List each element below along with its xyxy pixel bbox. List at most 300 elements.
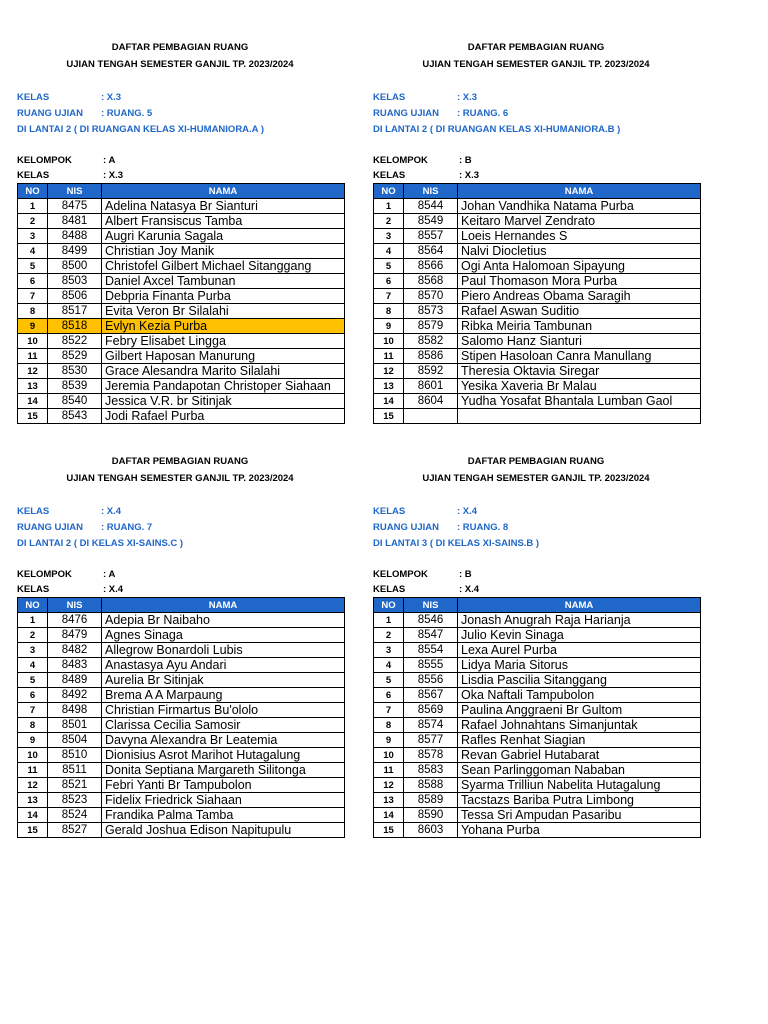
cell-nama: Lexa Aurel Purba xyxy=(458,643,701,658)
room-info xyxy=(17,504,347,552)
header-nis: NIS xyxy=(48,598,102,613)
cell-nama: Albert Fransiscus Tamba xyxy=(102,214,345,229)
cell-nama: Christian Joy Manik xyxy=(102,244,345,259)
table-row xyxy=(18,364,345,379)
cell-nis: 8476 xyxy=(48,613,102,628)
cell-nama: Donita Septiana Margareth Silitonga xyxy=(102,763,345,778)
cell-no: 14 xyxy=(18,394,48,409)
cell-nama: Tessa Sri Ampudan Pasaribu xyxy=(458,808,701,823)
lantai-text: DI LANTAI 2 ( DI RUANGAN KELAS XI-HUMANIORA.A ) xyxy=(17,124,264,135)
cell-no: 11 xyxy=(18,349,48,364)
block-title: DAFTAR PEMBAGIAN RUANG xyxy=(467,42,605,53)
cell-no: 13 xyxy=(374,793,404,808)
cell-nis: 8501 xyxy=(48,718,102,733)
table-row xyxy=(18,289,345,304)
kelompok-row xyxy=(17,567,347,582)
kelas-value: : X.3 xyxy=(103,170,124,181)
cell-nama: Rafael Aswan Suditio xyxy=(458,304,701,319)
cell-nama: Rafles Renhat Siagian xyxy=(458,733,701,748)
block-subtitle: UJIAN TENGAH SEMESTER GANJIL TP. 2023/2024 xyxy=(66,59,294,70)
kelas-value: : X.4 xyxy=(101,506,122,517)
cell-nis: 8518 xyxy=(48,319,102,334)
cell-nis: 8570 xyxy=(404,289,458,304)
cell-no: 6 xyxy=(18,274,48,289)
cell-nis: 8527 xyxy=(48,823,102,838)
header-nama: NAMA xyxy=(458,184,701,199)
cell-no: 7 xyxy=(374,703,404,718)
cell-no: 12 xyxy=(374,364,404,379)
cell-nis: 8592 xyxy=(404,364,458,379)
kelas-row xyxy=(373,90,703,106)
cell-nis xyxy=(404,409,458,424)
kelas-label: KELAS xyxy=(17,92,50,103)
cell-nama: Frandika Palma Tamba xyxy=(102,808,345,823)
cell-nis: 8573 xyxy=(404,304,458,319)
header-nis: NIS xyxy=(48,184,102,199)
table-row xyxy=(374,643,701,658)
lantai-row xyxy=(17,122,347,138)
cell-no: 14 xyxy=(374,394,404,409)
cell-no: 10 xyxy=(18,334,48,349)
cell-nama: Piero Andreas Obama Saragih xyxy=(458,289,701,304)
cell-no: 15 xyxy=(18,823,48,838)
cell-nama: Gilbert Haposan Manurung xyxy=(102,349,345,364)
cell-nama: Johan Vandhika Natama Purba xyxy=(458,199,701,214)
cell-nama: Oka Naftali Tampubolon xyxy=(458,688,701,703)
kelompok-label: KELOMPOK xyxy=(373,155,428,166)
cell-nis: 8492 xyxy=(48,688,102,703)
table-row xyxy=(18,259,345,274)
cell-nis: 8556 xyxy=(404,673,458,688)
ruang-row xyxy=(17,520,347,536)
table-row xyxy=(18,673,345,688)
header-no: NO xyxy=(18,598,48,613)
cell-no: 15 xyxy=(18,409,48,424)
cell-nis: 8479 xyxy=(48,628,102,643)
cell-no: 5 xyxy=(374,259,404,274)
group-info xyxy=(17,567,347,597)
cell-no: 10 xyxy=(374,334,404,349)
cell-no: 3 xyxy=(18,643,48,658)
cell-nama: Gerald Joshua Edison Napitupulu xyxy=(102,823,345,838)
cell-nis: 8604 xyxy=(404,394,458,409)
kelas-label: KELAS xyxy=(17,506,50,517)
table-row xyxy=(374,364,701,379)
cell-no: 1 xyxy=(374,613,404,628)
table-row xyxy=(18,613,345,628)
cell-nis: 8522 xyxy=(48,334,102,349)
kelompok-label: KELOMPOK xyxy=(17,155,72,166)
cell-no: 1 xyxy=(374,199,404,214)
cell-nama: Clarissa Cecilia Samosir xyxy=(102,718,345,733)
cell-nama: Fidelix Friedrick Siahaan xyxy=(102,793,345,808)
cell-nis: 8524 xyxy=(48,808,102,823)
cell-nama: Rafael Johnahtans Simanjuntak xyxy=(458,718,701,733)
cell-no: 14 xyxy=(18,808,48,823)
cell-nis: 8488 xyxy=(48,229,102,244)
table-row xyxy=(18,214,345,229)
table-row xyxy=(374,688,701,703)
cell-no: 6 xyxy=(374,688,404,703)
block-subtitle: UJIAN TENGAH SEMESTER GANJIL TP. 2023/2024 xyxy=(66,473,294,484)
cell-no: 9 xyxy=(18,319,48,334)
cell-nama: Augri Karunia Sagala xyxy=(102,229,345,244)
table-row xyxy=(374,394,701,409)
kelas-value: : X.4 xyxy=(457,506,478,517)
cell-nama: Yesika Xaveria Br Malau xyxy=(458,379,701,394)
cell-nis: 8586 xyxy=(404,349,458,364)
kelas-row xyxy=(17,582,347,597)
table-row xyxy=(374,703,701,718)
table-row xyxy=(18,703,345,718)
table-row xyxy=(374,244,701,259)
cell-nis: 8577 xyxy=(404,733,458,748)
table-row xyxy=(18,718,345,733)
cell-nama: Jodi Rafael Purba xyxy=(102,409,345,424)
cell-nama: Adelina Natasya Br Sianturi xyxy=(102,199,345,214)
cell-nis: 8489 xyxy=(48,673,102,688)
table-row xyxy=(374,613,701,628)
room-block xyxy=(373,40,703,424)
cell-nis: 8546 xyxy=(404,613,458,628)
cell-nis: 8579 xyxy=(404,319,458,334)
table-row xyxy=(374,199,701,214)
kelompok-row xyxy=(373,153,703,168)
cell-no: 8 xyxy=(374,304,404,319)
cell-no: 8 xyxy=(18,304,48,319)
cell-nama: Yudha Yosafat Bhantala Lumban Gaol xyxy=(458,394,701,409)
table-row xyxy=(374,793,701,808)
table-row xyxy=(18,628,345,643)
kelompok-value: : A xyxy=(103,155,116,166)
cell-no: 7 xyxy=(18,289,48,304)
cell-nis: 8544 xyxy=(404,199,458,214)
cell-no: 4 xyxy=(18,244,48,259)
kelompok-row xyxy=(17,153,347,168)
cell-nis: 8583 xyxy=(404,763,458,778)
cell-nis: 8554 xyxy=(404,643,458,658)
kelas-row xyxy=(17,90,347,106)
cell-no: 7 xyxy=(374,289,404,304)
kelas-row xyxy=(373,168,703,183)
table-row xyxy=(18,643,345,658)
cell-no: 12 xyxy=(18,364,48,379)
kelompok-value: : A xyxy=(103,569,116,580)
block-title: DAFTAR PEMBAGIAN RUANG xyxy=(111,456,249,467)
cell-nis: 8603 xyxy=(404,823,458,838)
cell-nis: 8506 xyxy=(48,289,102,304)
kelas-value: : X.4 xyxy=(459,584,480,595)
header-nis: NIS xyxy=(404,184,458,199)
ruang-label: RUANG UJIAN xyxy=(17,522,83,533)
cell-nama: Daniel Axcel Tambunan xyxy=(102,274,345,289)
table-row xyxy=(18,658,345,673)
cell-nama: Jonash Anugrah Raja Harianja xyxy=(458,613,701,628)
cell-no: 10 xyxy=(374,748,404,763)
cell-no: 11 xyxy=(374,349,404,364)
cell-nis: 8521 xyxy=(48,778,102,793)
kelompok-label: KELOMPOK xyxy=(373,569,428,580)
table-row xyxy=(18,274,345,289)
cell-no: 13 xyxy=(18,379,48,394)
table-row xyxy=(374,289,701,304)
table-row xyxy=(18,304,345,319)
cell-nama: Syarma Trilliun Nabelita Hutagalung xyxy=(458,778,701,793)
lantai-text: DI LANTAI 2 ( DI KELAS XI-SAINS.C ) xyxy=(17,538,184,549)
cell-nis: 8557 xyxy=(404,229,458,244)
cell-no: 10 xyxy=(18,748,48,763)
cell-nama: Brema A A Marpaung xyxy=(102,688,345,703)
table-row xyxy=(18,394,345,409)
header-nis: NIS xyxy=(404,598,458,613)
cell-nis: 8499 xyxy=(48,244,102,259)
table-row xyxy=(18,733,345,748)
kelas-value: : X.3 xyxy=(101,92,122,103)
room-info xyxy=(373,90,703,138)
cell-no: 5 xyxy=(374,673,404,688)
table-row xyxy=(374,319,701,334)
table-row xyxy=(374,259,701,274)
table-row xyxy=(18,199,345,214)
cell-no: 7 xyxy=(18,703,48,718)
cell-nama: Stipen Hasoloan Canra Manullang xyxy=(458,349,701,364)
cell-no: 1 xyxy=(18,613,48,628)
cell-no: 8 xyxy=(18,718,48,733)
ruang-label: RUANG UJIAN xyxy=(373,108,439,119)
cell-nama: Keitaro Marvel Zendrato xyxy=(458,214,701,229)
cell-nis: 8569 xyxy=(404,703,458,718)
kelas-row xyxy=(17,168,347,183)
cell-nis: 8539 xyxy=(48,379,102,394)
table-row xyxy=(374,274,701,289)
cell-nis: 8475 xyxy=(48,199,102,214)
table-row xyxy=(374,673,701,688)
cell-no: 1 xyxy=(18,199,48,214)
cell-nama xyxy=(458,409,701,424)
cell-nama: Ribka Meiria Tambunan xyxy=(458,319,701,334)
cell-no: 9 xyxy=(18,733,48,748)
group-info xyxy=(17,153,347,183)
ruang-row xyxy=(373,106,703,122)
table-row xyxy=(18,229,345,244)
cell-no: 13 xyxy=(374,379,404,394)
table-row xyxy=(18,688,345,703)
cell-nis: 8523 xyxy=(48,793,102,808)
cell-nama: Paul Thomason Mora Purba xyxy=(458,274,701,289)
cell-nis: 8483 xyxy=(48,658,102,673)
cell-nama: Davyna Alexandra Br Leatemia xyxy=(102,733,345,748)
cell-nama: Ogi Anta Halomoan Sipayung xyxy=(458,259,701,274)
cell-nis: 8481 xyxy=(48,214,102,229)
table-row xyxy=(18,349,345,364)
ruang-value: : RUANG. 7 xyxy=(101,522,153,533)
table-row xyxy=(374,658,701,673)
table-row xyxy=(374,733,701,748)
group-info xyxy=(373,153,703,183)
kelas-row xyxy=(17,504,347,520)
block-title: DAFTAR PEMBAGIAN RUANG xyxy=(467,456,605,467)
cell-nis: 8529 xyxy=(48,349,102,364)
kelas-label: KELAS xyxy=(17,170,50,181)
kelas-label: KELAS xyxy=(373,92,406,103)
lantai-row xyxy=(373,536,703,552)
cell-nis: 8590 xyxy=(404,808,458,823)
cell-nis: 8549 xyxy=(404,214,458,229)
header-no: NO xyxy=(374,184,404,199)
cell-no: 4 xyxy=(374,658,404,673)
table-row xyxy=(18,763,345,778)
ruang-row xyxy=(17,106,347,122)
table-row xyxy=(374,778,701,793)
room-info xyxy=(17,90,347,138)
cell-nama: Febry Elisabet Lingga xyxy=(102,334,345,349)
cell-nis: 8566 xyxy=(404,259,458,274)
cell-no: 11 xyxy=(18,763,48,778)
ruang-row xyxy=(373,520,703,536)
table-row xyxy=(18,778,345,793)
cell-nama: Loeis Hernandes S xyxy=(458,229,701,244)
cell-nama: Lidya Maria Sitorus xyxy=(458,658,701,673)
room-block xyxy=(373,454,703,838)
cell-nama: Tacstazs Bariba Putra Limbong xyxy=(458,793,701,808)
kelas-value: : X.3 xyxy=(457,92,478,103)
table-header-row xyxy=(374,598,701,613)
lantai-row xyxy=(17,536,347,552)
student-table xyxy=(373,183,701,424)
cell-no: 3 xyxy=(374,229,404,244)
table-row xyxy=(374,214,701,229)
table-row xyxy=(374,304,701,319)
lantai-text: DI LANTAI 3 ( DI KELAS XI-SAINS.B ) xyxy=(373,538,540,549)
table-header-row xyxy=(18,598,345,613)
cell-no: 14 xyxy=(374,808,404,823)
table-row xyxy=(18,409,345,424)
cell-nama: Lisdia Pascilia Sitanggang xyxy=(458,673,701,688)
cell-no: 12 xyxy=(18,778,48,793)
cell-nama: Dionisius Asrot Marihot Hutagalung xyxy=(102,748,345,763)
cell-nama: Sean Parlinggoman Nababan xyxy=(458,763,701,778)
cell-no: 3 xyxy=(18,229,48,244)
table-row xyxy=(18,808,345,823)
cell-nis: 8574 xyxy=(404,718,458,733)
kelas-label: KELAS xyxy=(373,584,406,595)
header-nama: NAMA xyxy=(458,598,701,613)
cell-no: 6 xyxy=(374,274,404,289)
cell-nama: Christofel Gilbert Michael Sitanggang xyxy=(102,259,345,274)
cell-nama: Evlyn Kezia Purba xyxy=(102,319,345,334)
cell-nama: Jeremia Pandapotan Christoper Siahaan xyxy=(102,379,345,394)
cell-nis: 8498 xyxy=(48,703,102,718)
kelas-label: KELAS xyxy=(373,170,406,181)
cell-no: 6 xyxy=(18,688,48,703)
cell-nis: 8564 xyxy=(404,244,458,259)
header-nama: NAMA xyxy=(102,598,345,613)
kelas-label: KELAS xyxy=(17,584,50,595)
cell-nama: Allegrow Bonardoli Lubis xyxy=(102,643,345,658)
kelompok-row xyxy=(373,567,703,582)
cell-nis: 8568 xyxy=(404,274,458,289)
cell-nis: 8517 xyxy=(48,304,102,319)
student-table xyxy=(373,597,701,838)
kelompok-value: : B xyxy=(459,569,472,580)
cell-nama: Evita Veron Br Silalahi xyxy=(102,304,345,319)
cell-no: 15 xyxy=(374,409,404,424)
cell-nama: Febri Yanti Br Tampubolon xyxy=(102,778,345,793)
cell-nama: Agnes Sinaga xyxy=(102,628,345,643)
cell-nis: 8555 xyxy=(404,658,458,673)
cell-nama: Julio Kevin Sinaga xyxy=(458,628,701,643)
table-row xyxy=(374,718,701,733)
block-title: DAFTAR PEMBAGIAN RUANG xyxy=(111,42,249,53)
table-row xyxy=(374,349,701,364)
kelompok-label: KELOMPOK xyxy=(17,569,72,580)
cell-nama: Salomo Hanz Sianturi xyxy=(458,334,701,349)
cell-nama: Yohana Purba xyxy=(458,823,701,838)
cell-no: 15 xyxy=(374,823,404,838)
room-block xyxy=(17,40,347,424)
cell-nama: Jessica V.R. br Sitinjak xyxy=(102,394,345,409)
block-subtitle: UJIAN TENGAH SEMESTER GANJIL TP. 2023/2024 xyxy=(422,473,650,484)
table-row xyxy=(18,793,345,808)
cell-no: 4 xyxy=(18,658,48,673)
cell-no: 12 xyxy=(374,778,404,793)
student-table xyxy=(17,183,345,424)
table-row xyxy=(374,748,701,763)
table-row-highlighted xyxy=(18,319,345,334)
table-row xyxy=(374,229,701,244)
cell-no: 9 xyxy=(374,733,404,748)
table-row xyxy=(374,808,701,823)
lantai-text: DI LANTAI 2 ( DI RUANGAN KELAS XI-HUMANIORA.B ) xyxy=(373,124,621,135)
table-row xyxy=(374,334,701,349)
student-table xyxy=(17,597,345,838)
table-row xyxy=(18,244,345,259)
cell-nama: Theresia Oktavia Siregar xyxy=(458,364,701,379)
ruang-value: : RUANG. 8 xyxy=(457,522,509,533)
cell-nis: 8540 xyxy=(48,394,102,409)
header-no: NO xyxy=(374,598,404,613)
table-row xyxy=(374,763,701,778)
cell-no: 9 xyxy=(374,319,404,334)
table-row xyxy=(18,379,345,394)
cell-nama: Christian Firmartus Bu'ololo xyxy=(102,703,345,718)
kelompok-value: : B xyxy=(459,155,472,166)
cell-nama: Paulina Anggraeni Br Gultom xyxy=(458,703,701,718)
ruang-value: : RUANG. 5 xyxy=(101,108,153,119)
cell-nama: Anastasya Ayu Andari xyxy=(102,658,345,673)
cell-nis: 8567 xyxy=(404,688,458,703)
table-row xyxy=(374,409,701,424)
cell-no: 5 xyxy=(18,673,48,688)
cell-nis: 8482 xyxy=(48,643,102,658)
table-row xyxy=(374,823,701,838)
cell-nama: Revan Gabriel Hutabarat xyxy=(458,748,701,763)
cell-no: 4 xyxy=(374,244,404,259)
cell-nis: 8530 xyxy=(48,364,102,379)
cell-nama: Adepia Br Naibaho xyxy=(102,613,345,628)
cell-nis: 8578 xyxy=(404,748,458,763)
cell-nis: 8589 xyxy=(404,793,458,808)
cell-nama: Debpria Finanta Purba xyxy=(102,289,345,304)
cell-nama: Nalvi Diocletius xyxy=(458,244,701,259)
cell-nis: 8601 xyxy=(404,379,458,394)
cell-nama: Aurelia Br Sitinjak xyxy=(102,673,345,688)
cell-nis: 8543 xyxy=(48,409,102,424)
room-info xyxy=(373,504,703,552)
table-row xyxy=(18,334,345,349)
kelas-row xyxy=(373,582,703,597)
lantai-row xyxy=(373,122,703,138)
